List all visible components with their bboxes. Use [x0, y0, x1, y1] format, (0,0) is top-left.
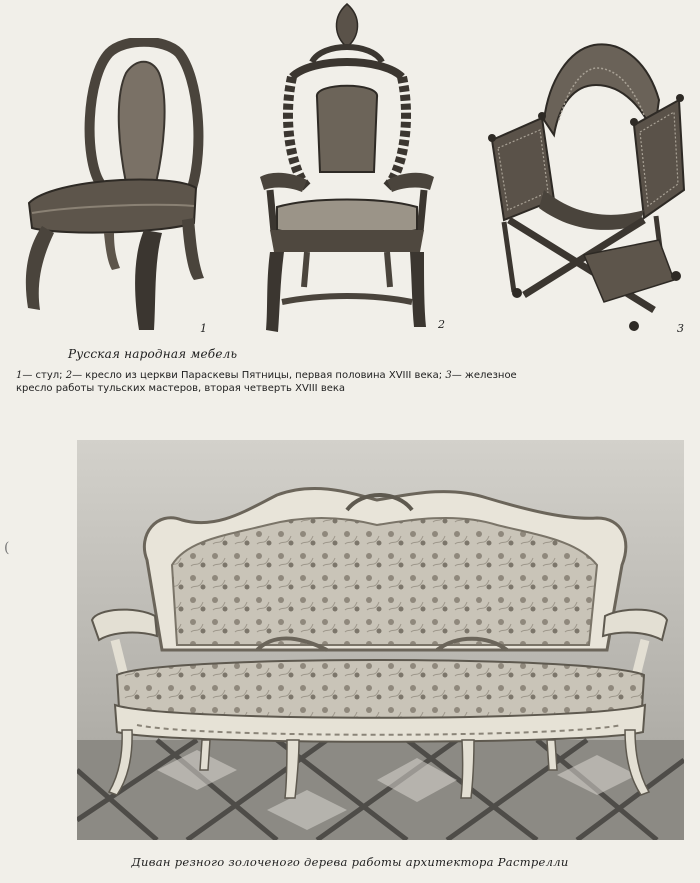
chair-illustration	[14, 38, 214, 338]
margin-mark: (	[4, 540, 10, 556]
sofa-photograph	[77, 440, 684, 840]
caption-item-3-number: 3	[445, 370, 452, 381]
caption-item-2-text: — кресло из церкви Параскевы Пятницы, первая половина XVIII века;	[72, 370, 443, 381]
figure-3-number: 3	[677, 322, 684, 335]
iron-armchair-illustration	[484, 40, 690, 335]
sofa-caption: Диван резного золоченого дерева работы архитектора Растрелли	[131, 855, 569, 869]
caption-item-1-number: 1	[16, 370, 23, 381]
caption-title: Русская народная мебель	[68, 347, 238, 361]
caption-item-2-number: 2	[65, 370, 73, 381]
figure-2-number: 2	[438, 318, 445, 331]
caption-item-3-text: — железное кресло работы тульских мастеров, вторая четверть XVIII века	[16, 370, 517, 394]
sofa-illustration	[77, 440, 684, 840]
figure-1-number: 1	[200, 322, 207, 335]
caption-body	[16, 369, 546, 395]
figure-chair	[14, 38, 214, 338]
figure-iron-armchair	[484, 40, 690, 335]
armchair-illustration	[252, 2, 442, 337]
caption-item-1-text: — стул;	[22, 370, 63, 381]
figure-armchair	[252, 2, 442, 337]
